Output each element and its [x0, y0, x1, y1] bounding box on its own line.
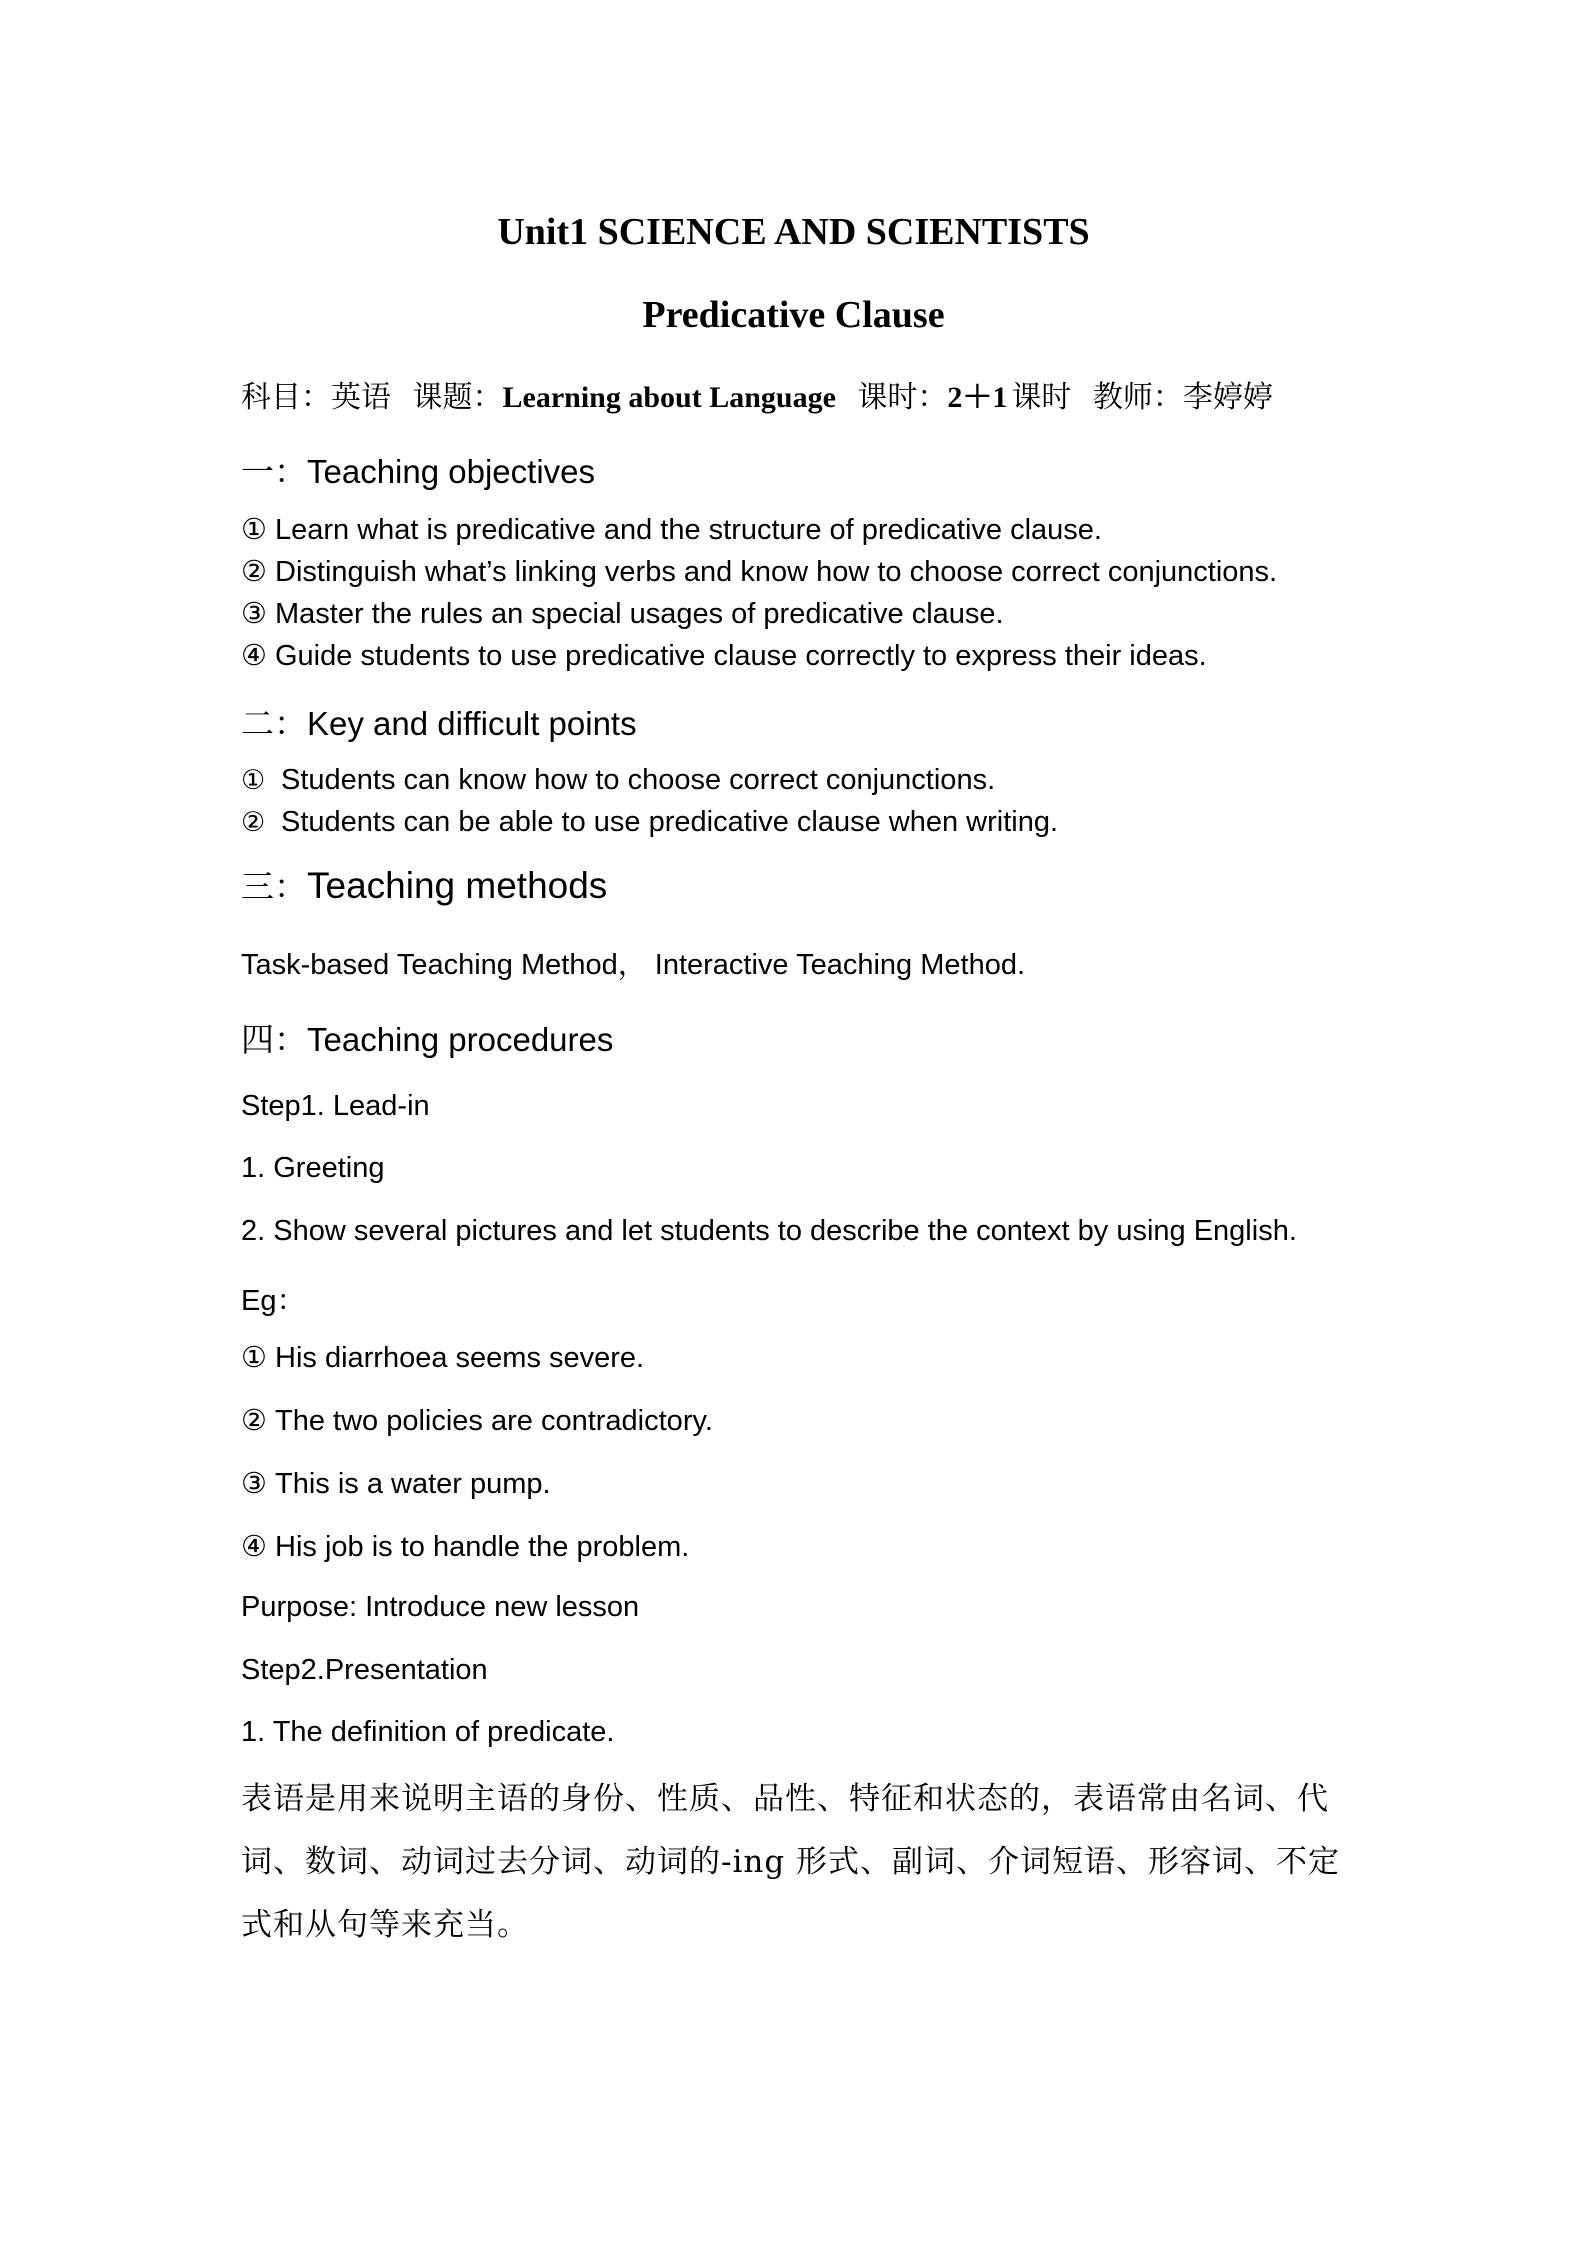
list-item [241, 764, 995, 797]
item-text: Guide students to use predicative clause correctly to express their ideas. [275, 640, 1207, 672]
procedure-item: 2. Show several pictures and let students to describe the context by using English. [241, 1215, 1297, 1247]
period-value: 2＋1 [947, 381, 1008, 414]
section-marker: 四： [241, 1020, 307, 1059]
example-item [241, 1529, 689, 1564]
item-text: The two policies are contradictory. [275, 1405, 713, 1437]
item-text: Students can know how to choose correct conjunctions. [281, 764, 996, 796]
item-number: ③ [241, 1468, 267, 1500]
example-item [241, 1340, 644, 1375]
list-item [241, 596, 1004, 631]
step-heading: Step2.Presentation [241, 1654, 488, 1686]
item-number: ② [241, 556, 267, 588]
item-text: Distinguish what’s linking verbs and know how to choose correct conjunctions. [275, 556, 1278, 588]
item-text: His diarrhoea seems severe. [275, 1342, 645, 1374]
document-title: Unit1 SCIENCE AND SCIENTISTS [497, 211, 1090, 253]
section-marker: 三： [241, 867, 307, 906]
item-text: Master the rules an special usages of predicative clause. [275, 598, 1004, 630]
item-text: This is a water pump. [275, 1468, 551, 1500]
teacher-label: 教师：李婷婷 [1092, 380, 1273, 415]
item-number: ④ [241, 640, 267, 672]
item-number: ② [241, 807, 266, 837]
period-label: 课时： [857, 380, 948, 415]
section-title: Teaching methods [307, 865, 608, 906]
section-heading-methods [241, 861, 607, 908]
procedure-item: 1. The definition of predicate. [241, 1716, 615, 1748]
list-item [241, 554, 1277, 589]
section-title: Key and difficult points [307, 705, 637, 742]
section-heading-procedures [241, 1014, 613, 1061]
item-number: ① [241, 1342, 267, 1374]
section-heading-objectives [241, 446, 595, 493]
item-number: ③ [241, 598, 267, 630]
item-number: ① [241, 765, 266, 795]
list-item [241, 806, 1058, 839]
example-item [241, 1466, 551, 1501]
lesson-info [241, 372, 1273, 416]
list-item [241, 638, 1207, 673]
section-marker: 一： [241, 452, 307, 491]
document-subtitle: Predicative Clause [642, 294, 945, 336]
list-item [241, 512, 1102, 547]
item-number: ① [241, 514, 267, 546]
item-text: Learn what is predicative and the structure of predicative clause. [275, 514, 1102, 546]
section-title: Teaching procedures [307, 1021, 614, 1058]
procedure-item: 1. Greeting [241, 1152, 385, 1184]
step-heading: Step1. Lead-in [241, 1090, 430, 1122]
item-number: ④ [241, 1531, 267, 1563]
example-item [241, 1403, 713, 1438]
section-marker: 二： [241, 704, 307, 743]
item-text: Students can be able to use predicative clause when writing. [281, 806, 1059, 838]
topic-label: 课题： [412, 380, 503, 415]
topic-value: Learning about Language [502, 381, 836, 414]
section-title: Teaching objectives [307, 453, 596, 490]
subject-label: 科目：英语 [241, 380, 391, 415]
definition-paragraph: 表语是用来说明主语的身份、性质、品性、特征和状态的，表语常由名词、代词、数词、动词过去分词、动词的-ing 形式、副词、介词短语、形容词、不定式和从句等来充当。 [241, 1781, 1341, 1943]
example-label: Eg： [241, 1285, 306, 1317]
item-text: His job is to handle the problem. [275, 1531, 690, 1563]
section-heading-key-points [241, 698, 637, 745]
methods-text: Task-based Teaching Method， Interactive Teaching Method. [241, 949, 1026, 981]
item-number: ② [241, 1405, 267, 1437]
period-suffix: 课时 [1011, 380, 1072, 415]
purpose-text: Purpose: Introduce new lesson [241, 1591, 640, 1623]
